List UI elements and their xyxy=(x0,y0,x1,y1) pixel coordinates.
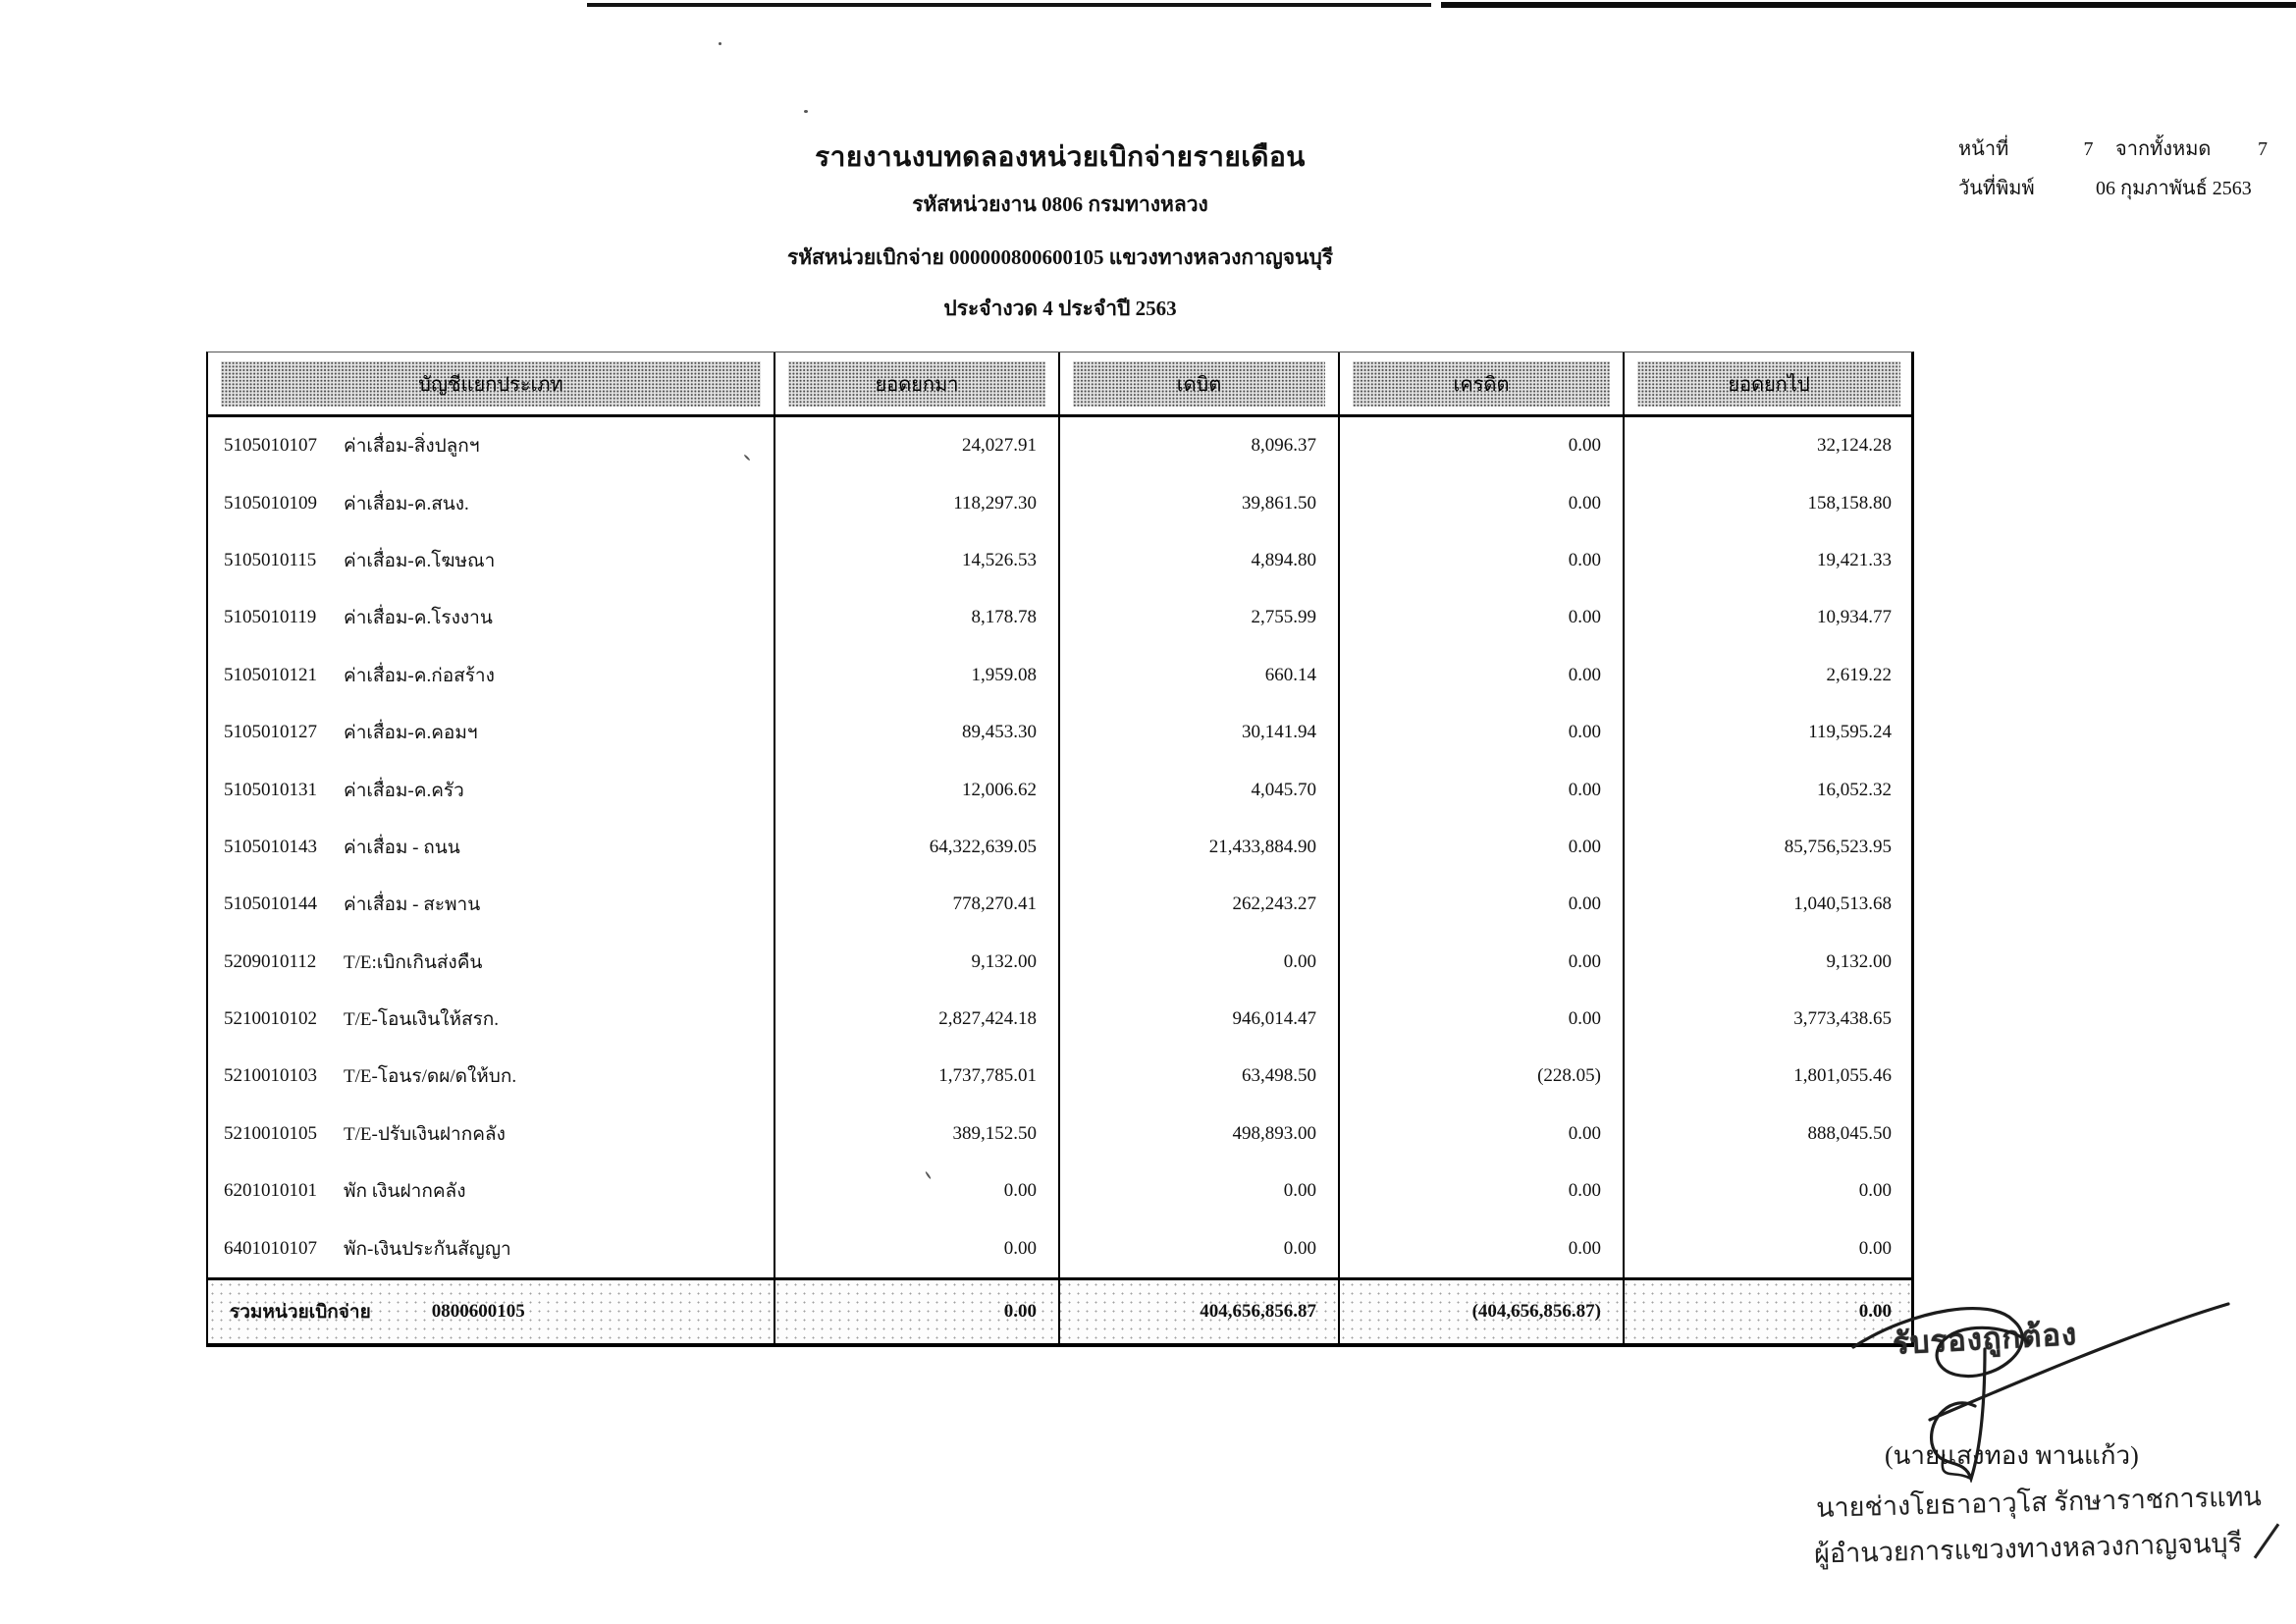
cell-account xyxy=(208,417,775,474)
cell-debit: 0.00 xyxy=(1060,934,1340,991)
total-unit-code: 0800600105 xyxy=(431,1300,525,1322)
header-cell-credit xyxy=(1340,352,1625,414)
cell-balance-bf: 12,006.62 xyxy=(775,761,1060,818)
scan-artifact-line xyxy=(587,3,1431,7)
account-name: พัก เงินฝากคลัง xyxy=(344,1181,466,1203)
certify-stamp-text: รับรองถูกต้อง xyxy=(1892,1317,2078,1361)
scan-artifact-line xyxy=(1441,2,2296,8)
cell-balance-cf: 119,595.24 xyxy=(1808,722,1892,743)
header-label-credit: เครดิต xyxy=(1453,373,1510,396)
cell-debit: 30,141.94 xyxy=(1060,704,1340,761)
account-code: 5210010102 xyxy=(224,1008,317,1030)
account-code: 5105010143 xyxy=(224,836,317,857)
cell-account xyxy=(208,1219,775,1276)
cell-balance-cf: 888,045.50 xyxy=(1807,1122,1892,1144)
cell-debit: 63,498.50 xyxy=(1060,1048,1340,1105)
account-name: ค่าเสื่อม - สะพาน xyxy=(344,894,481,916)
cell-balance-cf: 3,773,438.65 xyxy=(1793,1008,1892,1030)
account-code: 5209010112 xyxy=(224,950,317,972)
cell-balance-bf: 778,270.41 xyxy=(775,876,1060,933)
account-code: 5105010121 xyxy=(224,664,317,685)
cell-account xyxy=(208,761,775,818)
cell-credit: 0.00 xyxy=(1340,417,1625,474)
cell-balance-cf: 158,158.80 xyxy=(1807,492,1892,514)
account-code: 5210010103 xyxy=(224,1065,317,1087)
scan-speck xyxy=(804,110,808,113)
cell-credit: 0.00 xyxy=(1340,934,1625,991)
account-code: 5105010119 xyxy=(224,607,317,628)
cell-account xyxy=(208,876,775,933)
cell-balance-bf: 389,152.50 xyxy=(775,1106,1060,1163)
cell-debit: 4,894.80 xyxy=(1060,532,1340,589)
cell-debit: 498,893.00 xyxy=(1060,1106,1340,1163)
cell-account xyxy=(208,474,775,531)
cell-credit: 0.00 xyxy=(1340,1106,1625,1163)
page-number-row xyxy=(1958,130,2292,169)
print-date-value: 06 กุมภาพันธ์ 2563 xyxy=(2096,178,2252,199)
account-name: พัก-เงินประกันสัญญา xyxy=(344,1238,511,1260)
account-name: ค่าเสื่อม-สิ่งปลูกฯ xyxy=(344,436,480,458)
cell-account xyxy=(208,819,775,876)
table-row xyxy=(208,1106,1911,1163)
print-date-row xyxy=(1958,169,2292,208)
cell-account xyxy=(208,1048,775,1105)
table-row xyxy=(208,417,1911,474)
table-row xyxy=(208,704,1911,761)
pen-mark xyxy=(2254,1523,2280,1558)
cell-balance-bf: 9,132.00 xyxy=(775,934,1060,991)
table-row xyxy=(208,876,1911,933)
account-name: T/E-ปรับเงินฝากคลัง xyxy=(344,1123,506,1145)
cell-balance-cf: 0.00 xyxy=(1858,1180,1892,1202)
total-pages-value: 7 xyxy=(2258,138,2268,160)
cell-credit: 0.00 xyxy=(1340,761,1625,818)
cell-credit: 0.00 xyxy=(1340,532,1625,589)
header-cell-account xyxy=(208,352,775,414)
agency-code-line: รหัสหน่วยงาน 0806 กรมทางหลวง xyxy=(912,192,1208,216)
signer-position-1: นายช่างโยธาอาวุโส รักษาราชการแทน xyxy=(1815,1482,2263,1523)
table-row xyxy=(208,761,1911,818)
cell-balance-bf: 0.00 xyxy=(775,1219,1060,1276)
cell-account xyxy=(208,704,775,761)
cell-debit: 39,861.50 xyxy=(1060,474,1340,531)
header-label-debit: เดบิต xyxy=(1176,373,1222,396)
trial-balance-table xyxy=(206,352,1914,1347)
total-credit: (404,656,856.87) xyxy=(1340,1280,1625,1343)
cell-credit: (228.05) xyxy=(1340,1048,1625,1105)
total-balance-bf: 0.00 xyxy=(775,1280,1060,1343)
table-row xyxy=(208,934,1911,991)
report-title: รายงานงบทดลองหน่วยเบิกจ่ายรายเดือน xyxy=(815,142,1306,173)
cell-credit: 0.00 xyxy=(1340,474,1625,531)
header-cell-balance-cf xyxy=(1625,352,1913,414)
cell-debit: 0.00 xyxy=(1060,1163,1340,1219)
cell-account xyxy=(208,1163,775,1219)
total-pages-label: จากทั้งหมด xyxy=(2115,138,2212,160)
total-balance-cf: 0.00 xyxy=(1858,1300,1892,1322)
cell-debit: 21,433,884.90 xyxy=(1060,819,1340,876)
cell-credit: 0.00 xyxy=(1340,876,1625,933)
signer-name: (นายแสงทอง พานแก้ว) xyxy=(1885,1441,2139,1470)
cell-credit: 0.00 xyxy=(1340,1163,1625,1219)
table-row xyxy=(208,1048,1911,1105)
page-info xyxy=(1958,130,2292,208)
cell-account xyxy=(208,991,775,1048)
table-row xyxy=(208,1163,1911,1219)
print-date-label: วันที่พิมพ์ xyxy=(1958,178,2035,199)
table-body xyxy=(208,417,1911,1280)
cell-account xyxy=(208,589,775,646)
cell-debit: 4,045.70 xyxy=(1060,761,1340,818)
cell-credit: 0.00 xyxy=(1340,647,1625,704)
cell-balance-cf: 1,801,055.46 xyxy=(1793,1065,1892,1087)
cell-balance-bf: 1,959.08 xyxy=(775,647,1060,704)
account-code: 5105010107 xyxy=(224,435,317,457)
cell-balance-cf: 10,934.77 xyxy=(1817,607,1892,628)
cell-debit: 8,096.37 xyxy=(1060,417,1340,474)
cell-balance-cf: 1,040,513.68 xyxy=(1793,893,1892,915)
account-code: 5105010144 xyxy=(224,893,317,915)
table-row xyxy=(208,589,1911,646)
account-code: 6401010107 xyxy=(224,1237,317,1259)
cell-balance-bf: 24,027.91 xyxy=(775,417,1060,474)
table-row xyxy=(208,474,1911,531)
total-cell-label xyxy=(208,1280,775,1343)
cell-balance-bf: 89,453.30 xyxy=(775,704,1060,761)
cell-balance-bf: 64,322,639.05 xyxy=(775,819,1060,876)
account-name: T/E-โอนเงินให้สรก. xyxy=(344,1009,500,1031)
table-header-row xyxy=(208,352,1911,417)
cell-debit: 262,243.27 xyxy=(1060,876,1340,933)
cell-balance-bf: 8,178.78 xyxy=(775,589,1060,646)
header-cell-debit xyxy=(1060,352,1340,414)
table-row xyxy=(208,819,1911,876)
cell-balance-cf: 2,619.22 xyxy=(1826,664,1892,685)
account-code: 5210010105 xyxy=(224,1122,317,1144)
header-label-balance-cf: ยอดยกไป xyxy=(1728,373,1810,396)
cell-credit: 0.00 xyxy=(1340,1219,1625,1276)
cell-credit: 0.00 xyxy=(1340,991,1625,1048)
table-row xyxy=(208,532,1911,589)
cell-balance-bf: 118,297.30 xyxy=(775,474,1060,531)
account-name: ค่าเสื่อม-ค.ครัว xyxy=(344,780,464,801)
account-name: ค่าเสื่อม-ค.โฆษณา xyxy=(344,550,496,571)
account-code: 6201010101 xyxy=(224,1180,317,1202)
cell-account xyxy=(208,532,775,589)
table-row xyxy=(208,991,1911,1048)
cell-debit: 660.14 xyxy=(1060,647,1340,704)
signer-position-2: ผู้อำนวยการแขวงทางหลวงกาญจนบุรี xyxy=(1813,1528,2243,1569)
disbursement-unit-line: รหัสหน่วยเบิกจ่าย 000000800600105 แขวงทางหลวงกาญจนบุรี xyxy=(786,245,1334,269)
cell-balance-cf: 32,124.28 xyxy=(1817,435,1892,457)
cell-balance-cf: 0.00 xyxy=(1858,1237,1892,1259)
cell-balance-cf: 19,421.33 xyxy=(1817,549,1892,570)
table-row xyxy=(208,647,1911,704)
page-label: หน้าที่ xyxy=(1958,138,2009,160)
cell-balance-cf: 16,052.32 xyxy=(1817,779,1892,800)
account-code: 5105010115 xyxy=(224,549,317,570)
cell-credit: 0.00 xyxy=(1340,819,1625,876)
cell-balance-bf: 0.00 xyxy=(775,1163,1060,1219)
account-name: T/E-โอนร/ดผ/ดให้บก. xyxy=(344,1066,517,1088)
total-debit: 404,656,856.87 xyxy=(1060,1280,1340,1343)
account-name: ค่าเสื่อม-ค.สนง. xyxy=(344,493,469,514)
account-code: 5105010109 xyxy=(224,492,317,514)
account-code: 5105010127 xyxy=(224,722,317,743)
account-name: ค่าเสื่อม - ถนน xyxy=(344,837,460,858)
scan-speck xyxy=(719,42,721,45)
cell-account xyxy=(208,1106,775,1163)
cell-debit: 2,755.99 xyxy=(1060,589,1340,646)
header-label-account: บัญชีแยกประเภท xyxy=(418,373,563,396)
cell-balance-cf: 85,756,523.95 xyxy=(1784,836,1892,857)
account-name: ค่าเสื่อม-ค.คอมฯ xyxy=(344,723,478,744)
cell-account xyxy=(208,647,775,704)
page-value: 7 xyxy=(2083,138,2094,160)
account-name: T/E:เบิกเกินส่งคืน xyxy=(344,951,483,973)
header-cell-balance-bf xyxy=(775,352,1060,414)
table-row xyxy=(208,1219,1911,1276)
table-total-row xyxy=(208,1280,1911,1347)
total-label: รวมหน่วยเบิกจ่าย xyxy=(230,1301,371,1323)
account-name: ค่าเสื่อม-ค.โรงงาน xyxy=(344,608,493,629)
cell-balance-bf: 2,827,424.18 xyxy=(775,991,1060,1048)
cell-debit: 0.00 xyxy=(1060,1219,1340,1276)
cell-balance-cf: 9,132.00 xyxy=(1826,950,1892,972)
period-line: ประจำงวด 4 ประจำปี 2563 xyxy=(943,297,1177,320)
cell-balance-bf: 14,526.53 xyxy=(775,532,1060,589)
account-code: 5105010131 xyxy=(224,779,317,800)
cell-balance-bf: 1,737,785.01 xyxy=(775,1048,1060,1105)
header-label-balance-bf: ยอดยกมา xyxy=(875,373,959,396)
cell-credit: 0.00 xyxy=(1340,589,1625,646)
cell-debit: 946,014.47 xyxy=(1060,991,1340,1048)
account-name: ค่าเสื่อม-ค.ก่อสร้าง xyxy=(344,665,495,686)
cell-account xyxy=(208,934,775,991)
cell-credit: 0.00 xyxy=(1340,704,1625,761)
